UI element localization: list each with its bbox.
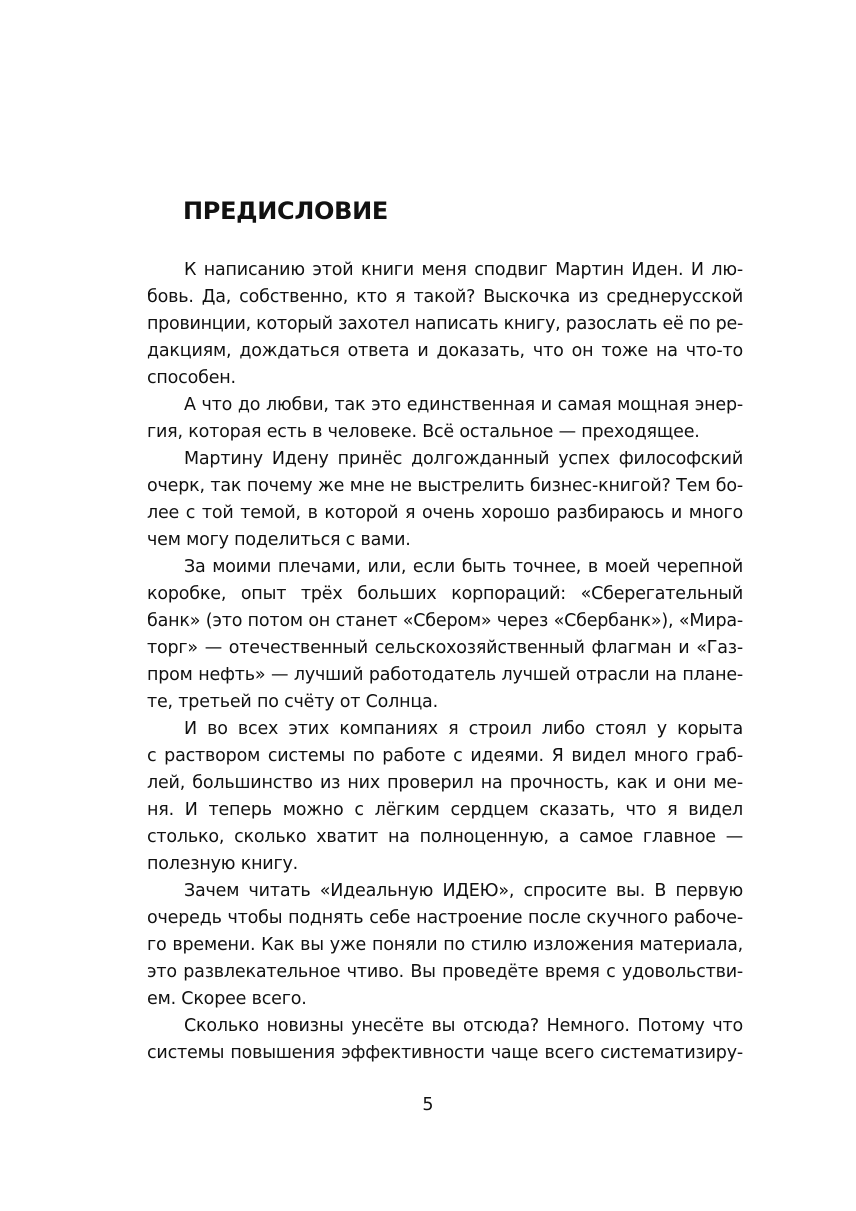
text-line: А что до любви, так это единственная и самая мощная энер- [184, 395, 743, 415]
text-line: дакциям, дождаться ответа и доказать, что он тоже на что-то [147, 341, 743, 361]
text-line: За моими плечами, или, если быть точнее, в моей черепной [184, 557, 743, 577]
text-line: с раствором системы по работе с идеями. Я видел много граб- [147, 746, 743, 766]
text-line: ня. И теперь можно с лёгким сердцем сказать, что я видел [147, 800, 743, 820]
text-line: бовь. Да, собственно, кто я такой? Выскочка из среднерусской [147, 287, 743, 307]
text-line: ем. Скорее всего. [147, 989, 307, 1009]
text-line: полезную книгу. [147, 854, 298, 874]
text-line: очерк, так почему же мне не выстрелить бизнес-книгой? Тем бо- [147, 476, 743, 496]
text-line: И во всех этих компаниях я строил либо стоял у корыта [184, 719, 743, 739]
text-line: способен. [147, 368, 236, 388]
text-line: гия, которая есть в человеке. Всё остальное — преходящее. [147, 422, 700, 442]
body-text [147, 257, 743, 1067]
text-line: банк» (это потом он станет «Сбером» через «Сбербанк»), «Мира- [147, 611, 743, 631]
text-line: Сколько новизны унесёте вы отсюда? Немного. Потому что [184, 1016, 743, 1036]
text-line: чем могу поделиться с вами. [147, 530, 411, 550]
page-number: 5 [422, 1095, 434, 1115]
text-line: лей, большинство из них проверил на прочность, как и они ме- [147, 773, 743, 793]
text-line: Зачем читать «Идеальную ИДЕЮ», спросите вы. В первую [184, 881, 743, 901]
text-line: К написанию этой книги меня сподвиг Мартин Иден. И лю- [184, 260, 743, 280]
text-line: торг» — отечественный сельскохозяйственный флагман и «Газ- [147, 638, 743, 658]
chapter-title: ПРЕДИСЛОВИЕ [183, 197, 388, 225]
text-line: столько, сколько хватит на полноценную, а самое главное — [147, 827, 743, 847]
text-line: системы повышения эффективности чаще всего систематизиру- [147, 1043, 743, 1063]
text-line: это развлекательное чтиво. Вы проведёте время с удовольстви- [147, 962, 743, 982]
text-line: Мартину Идену принёс долгожданный успех философский [184, 449, 743, 469]
text-line: провинции, который захотел написать книгу, разослать её по ре- [147, 314, 743, 334]
text-line: го времени. Как вы уже поняли по стилю изложения материала, [147, 935, 743, 955]
text-line: очередь чтобы поднять себе настроение после скучного рабоче- [147, 908, 743, 928]
text-line: лее с той темой, в которой я очень хорошо разбираюсь и много [147, 503, 743, 523]
text-line: коробке, опыт трёх больших корпораций: «Сберегательный [147, 584, 743, 604]
text-line: пром нефть» — лучший работодатель лучшей отрасли на плане- [147, 665, 743, 685]
text-line: те, третьей по счёту от Солнца. [147, 692, 438, 712]
